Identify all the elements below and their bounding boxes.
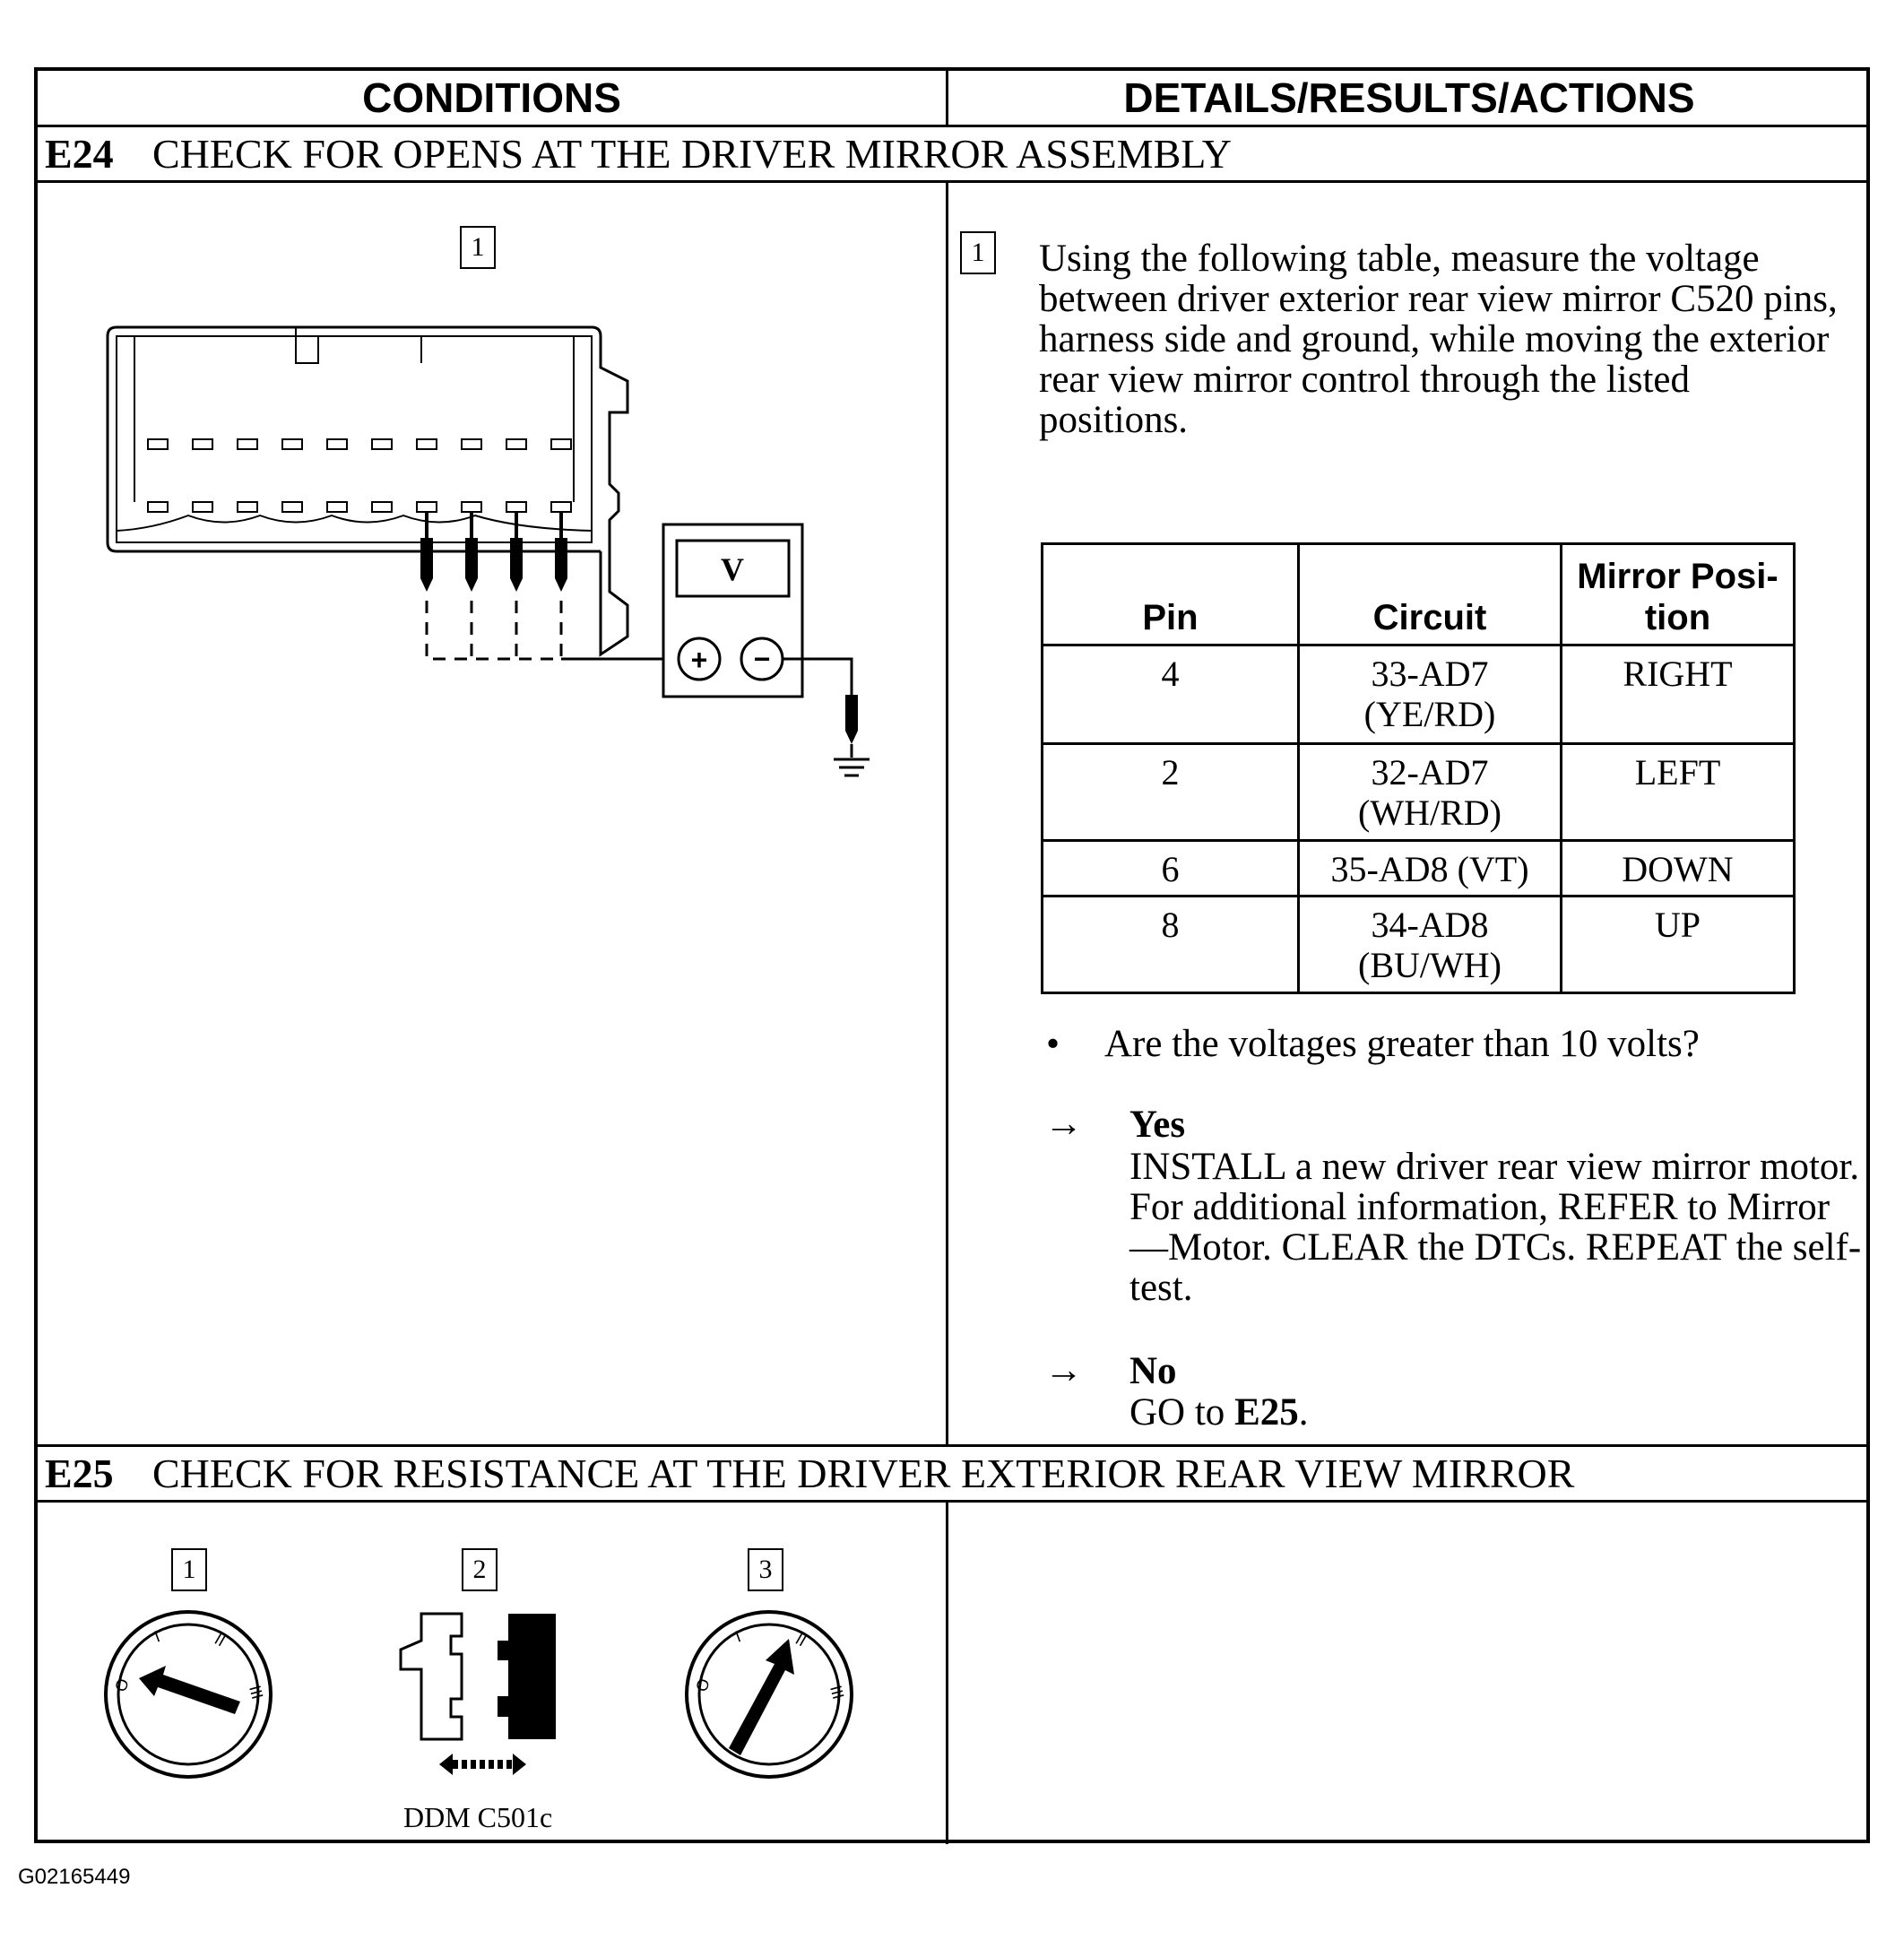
ground-probe	[845, 695, 858, 744]
switch-mark-2: II	[792, 1630, 809, 1650]
ignition-switch-off-icon	[99, 1605, 287, 1784]
switch-mark-2: II	[212, 1630, 229, 1650]
voltmeter-label: V	[721, 551, 744, 587]
connector-disconnect-icon	[390, 1605, 569, 1784]
details-header: DETAILS/RESULTS/ACTIONS	[1123, 74, 1695, 121]
e25-step-3: 3	[748, 1548, 783, 1591]
e24-title: CHECK FOR OPENS AT THE DRIVER MIRROR ASSEMBLY	[152, 131, 1232, 177]
e25-step-2: 2	[462, 1548, 498, 1591]
no-action	[1129, 1392, 1309, 1433]
conditions-header: CONDITIONS	[362, 74, 621, 121]
e25-id: E25	[45, 1451, 114, 1496]
ignition-switch-run-icon	[679, 1605, 868, 1784]
connector-latch	[134, 327, 574, 502]
e24-figure-step: 1	[460, 226, 496, 269]
divider-e24	[946, 180, 948, 1444]
circuit-cell: 33-AD7 (YE/RD)	[1299, 645, 1562, 744]
connector-latch-wave	[117, 515, 592, 531]
divider-e25	[946, 1500, 948, 1844]
e24-step-number: 1	[960, 231, 996, 274]
switch-mark-3: III	[827, 1683, 848, 1702]
pin-cell: 2	[1043, 744, 1299, 841]
pin-cell: 4	[1043, 645, 1299, 744]
switch-mark-0: O	[692, 1676, 714, 1694]
e25-title: CHECK FOR RESISTANCE AT THE DRIVER EXTERIOR REAR VIEW MIRROR	[152, 1451, 1575, 1496]
e24-instruction: Using the following table, measure the voltage between driver exterior rear view mirror C520 pins, harness side and ground, while moving the exterior rear view mirror control through the listed positions.	[1039, 238, 1838, 441]
figure-id: G02165449	[18, 1865, 131, 1889]
yes-arrow: →	[1044, 1103, 1083, 1145]
e24-id: E24	[45, 131, 114, 177]
no-arrow: →	[1044, 1349, 1083, 1391]
circuit-cell: 32-AD7 (WH/RD)	[1299, 744, 1562, 841]
e25-step-1: 1	[171, 1548, 207, 1591]
question-bullet: •	[1046, 1023, 1060, 1065]
pin-cell: 8	[1043, 897, 1299, 993]
position-cell: UP	[1562, 897, 1795, 993]
col-pin: Pin	[1043, 544, 1299, 645]
circuit-cell: 35-AD8 (VT)	[1299, 841, 1562, 897]
table-row	[1043, 841, 1795, 897]
switch-mark-1: I	[732, 1627, 744, 1646]
ground-icon	[834, 744, 870, 775]
connector-pins-top	[148, 439, 571, 449]
rule-e24-title	[38, 180, 1866, 183]
col-mirror-position: Mirror Posi- tion	[1562, 544, 1795, 645]
position-cell: LEFT	[1562, 744, 1795, 841]
minus-terminal-label: −	[753, 643, 771, 675]
no-action-target: E25	[1234, 1391, 1299, 1434]
probe-leads-dashed	[427, 601, 561, 659]
no-action-prefix: GO to	[1129, 1391, 1235, 1434]
switch-mark-0: O	[111, 1676, 133, 1694]
table-row	[1043, 897, 1795, 993]
table-row	[1043, 744, 1795, 841]
switch-mark-1: I	[151, 1627, 163, 1646]
connector-voltmeter-diagram	[99, 323, 905, 789]
yes-label: Yes	[1129, 1104, 1186, 1146]
yes-action: INSTALL a new driver rear view mirror motor. For additional information, REFER to Mirror—Motor. CLEAR the DTCs. REPEAT the self-test.	[1129, 1146, 1862, 1309]
no-label: No	[1129, 1350, 1177, 1392]
pin-voltage-table	[1041, 542, 1796, 994]
no-action-suffix: .	[1298, 1391, 1309, 1434]
connector-caption: DDM C501c	[403, 1801, 553, 1833]
table-row	[1043, 645, 1795, 744]
col-circuit: Circuit	[1299, 544, 1562, 645]
plus-terminal-label: +	[690, 644, 708, 676]
pin-cell: 6	[1043, 841, 1299, 897]
e25-heading	[38, 1447, 1866, 1500]
position-cell: RIGHT	[1562, 645, 1795, 744]
switch-mark-3: III	[246, 1683, 267, 1702]
connector-pins-bottom	[148, 502, 571, 512]
rule-e25-title	[38, 1500, 1866, 1503]
question-text: Are the voltages greater than 10 volts?	[1104, 1023, 1700, 1065]
e24-heading	[38, 127, 1866, 180]
position-cell: DOWN	[1562, 841, 1795, 897]
circuit-cell: 34-AD8 (BU/WH)	[1299, 897, 1562, 993]
connector-body	[108, 327, 627, 654]
